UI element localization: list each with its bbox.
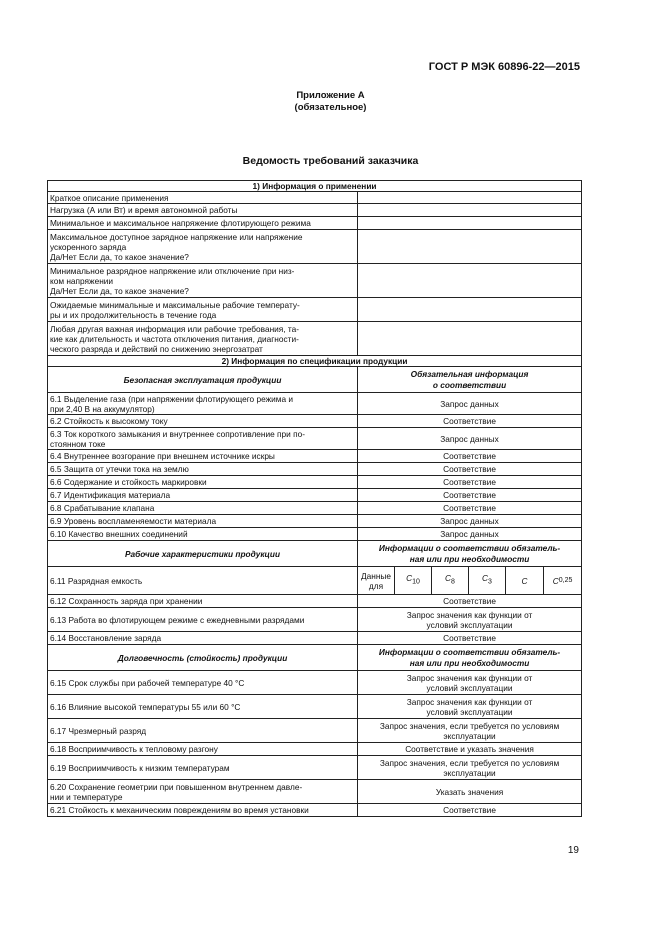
cell-text-line: стоянном токе	[50, 438, 106, 449]
cell-text-line: 6.21 Стойкость к механическим повреждениям во время установки	[50, 805, 309, 815]
cell-text-line: эксплуатации	[443, 767, 496, 778]
requirement-value	[358, 632, 582, 645]
cell-text-line: 6.7 Идентификация материала	[50, 490, 171, 500]
table-row	[48, 322, 582, 356]
cell-text-line: Соответствие	[443, 477, 496, 487]
table-row	[48, 476, 582, 489]
cell-text-line: Запрос данных	[440, 529, 499, 539]
table-row	[48, 393, 582, 415]
application-label	[48, 204, 358, 217]
subsection-header-row	[48, 645, 582, 671]
cell-text-line: Соответствие	[443, 596, 496, 606]
requirement-label	[48, 608, 358, 632]
table-row	[48, 632, 582, 645]
requirement-value	[358, 780, 582, 804]
document-title: Ведомость требований заказчика	[242, 155, 419, 167]
application-value	[358, 192, 582, 204]
durability-head-left: Долговечность (стойкость) продукции	[48, 645, 358, 671]
cell-text-line: ры и их продолжительность в течение года	[50, 309, 217, 320]
cell-text-line: 6.8 Срабатывание клапана	[50, 503, 155, 513]
requirement-value	[358, 393, 582, 415]
page-number: 19	[567, 845, 579, 856]
cell-text-line: нии и температуре	[50, 791, 123, 802]
requirement-label	[48, 671, 358, 695]
durability-head-right	[358, 645, 582, 671]
cell-text-line: ческого разряда и действий по снижению энергозатрат	[50, 343, 263, 354]
cell-text-line: 6.16 Влияние высокой температуры 55 или 60 °С	[50, 701, 241, 712]
capacity-symbol	[469, 567, 506, 595]
cell-text-line: ком напряжении	[50, 275, 114, 286]
symbol-main: C	[521, 575, 528, 586]
requirement-label	[48, 528, 358, 541]
symbol-subscript: 0,25	[558, 576, 573, 584]
cell-text-line: 6.9 Уровень воспламеняемости материала	[50, 516, 217, 526]
table-row	[48, 264, 582, 298]
appendix-status: (обязательное)	[294, 102, 367, 113]
table-row	[48, 528, 582, 541]
table-row	[48, 489, 582, 502]
requirement-value	[358, 608, 582, 632]
requirement-value	[358, 415, 582, 428]
requirement-value	[358, 528, 582, 541]
section-header-row	[48, 181, 582, 192]
table-row	[48, 463, 582, 476]
table-row	[48, 804, 582, 817]
application-label	[48, 264, 358, 298]
requirement-label	[48, 489, 358, 502]
application-value	[358, 217, 582, 230]
cell-text-line: Ожидаемые минимальные и максимальные рабочие температу-	[50, 299, 300, 310]
cell-text-line: Информации о соответствии обязатель-	[378, 646, 561, 657]
application-label	[48, 322, 358, 356]
requirement-label	[48, 743, 358, 756]
cell-text-line: кие как длительность и частота отключения питания, диагности-	[50, 333, 299, 344]
cell-text-line: 6.10 Качество внешних соединений	[50, 529, 188, 539]
cell-text-line: 6.19 Восприимчивость к низким температурам	[50, 762, 230, 773]
symbol-subscript: 3	[488, 578, 492, 586]
capacity-symbol	[395, 567, 432, 595]
cell-text-line: 6.20 Сохранение геометрии при повышенном внутреннем давле-	[50, 781, 303, 792]
cell-text-line: для	[368, 580, 384, 591]
cell-text-line: Краткое описание применения	[50, 192, 169, 203]
cell-text-line: Минимальное и максимальное напряжение флотирующего режима	[50, 218, 311, 228]
performance-head-right	[358, 541, 582, 567]
cell-text-line: 6.3 Ток короткого замыкания и внутреннее сопротивление при по-	[50, 428, 305, 439]
cell-text-line: 6.18 Восприимчивость к тепловому разгону	[50, 744, 218, 754]
capacity-label: 6.11 Разрядная емкость	[48, 567, 358, 595]
requirement-label	[48, 632, 358, 645]
requirement-label	[48, 804, 358, 817]
requirement-value	[358, 595, 582, 608]
cell-text-line: Соответствие	[443, 805, 496, 815]
requirement-value	[358, 804, 582, 817]
cell-text-line: ускоренного заряда	[50, 241, 127, 252]
symbol-main: C	[406, 573, 413, 584]
requirement-label	[48, 756, 358, 780]
requirement-value	[358, 502, 582, 515]
appendix-title: Приложение А	[296, 90, 365, 101]
safety-head-left: Безопасная эксплуатация продукции	[48, 367, 358, 393]
section1-title: 1) Информация о применении	[48, 181, 582, 192]
capacity-symbol-pair	[506, 567, 582, 595]
cell-text-line: 6.12 Сохранность заряда при хранении	[50, 596, 203, 606]
table-row	[48, 298, 582, 322]
cell-text-line: Запрос значения как функции от	[406, 609, 533, 620]
cell-text-line: 6.6 Содержание и стойкость маркировки	[50, 477, 207, 487]
requirement-label	[48, 502, 358, 515]
cell-text-line: Обязательная информация	[410, 368, 529, 379]
application-label	[48, 192, 358, 204]
requirement-label	[48, 415, 358, 428]
cell-text-line: Минимальное разрядное напряжение или отключение при низ-	[50, 265, 295, 276]
requirement-label	[48, 780, 358, 804]
cell-text-line: 6.14 Восстановление заряда	[50, 633, 162, 643]
capacity-symbol-pair-wrap	[506, 567, 581, 594]
cell-text-line: 6.15 Срок службы при рабочей температуре 40 °С	[50, 677, 245, 688]
cell-text-line: Информации о соответствии обязатель-	[378, 542, 561, 553]
cell-text-line: ная или при необходимости	[409, 657, 530, 668]
cell-text-line: условий эксплуатации	[426, 706, 513, 717]
cell-text-line: Запрос данных	[440, 433, 499, 444]
safety-head-right	[358, 367, 582, 393]
application-value	[358, 264, 582, 298]
requirement-value	[358, 671, 582, 695]
cell-text-line: Любая другая важная информация или рабочие требования, та-	[50, 323, 299, 334]
requirement-label	[48, 450, 358, 463]
cell-text-line: Запрос значения как функции от	[406, 696, 533, 707]
table-row	[48, 743, 582, 756]
cell-text-line: 6.17 Чрезмерный разряд	[50, 725, 147, 736]
cell-text-line: ная или при необходимости	[409, 553, 530, 564]
cell-text-line: Соответствие	[443, 416, 496, 426]
cell-text-line: 6.13 Работа во флотирующем режиме с ежедневными разрядами	[50, 614, 305, 625]
capacity-row	[48, 567, 582, 595]
cell-text-line: Максимальное доступное зарядное напряжение или напряжение	[50, 231, 303, 242]
symbol-subscript: 10	[412, 578, 420, 586]
cell-text-line: 6.4 Внутреннее возгорание при внешнем источнике искры	[50, 451, 275, 461]
table-row	[48, 695, 582, 719]
cell-text-line: Соответствие	[443, 490, 496, 500]
cell-text-line: Запрос значения, если требуется по условиям	[379, 720, 560, 731]
cell-text-line: о соответствии	[432, 379, 507, 390]
requirement-label	[48, 719, 358, 743]
symbol-main: C	[482, 573, 489, 584]
subsection-header-row	[48, 367, 582, 393]
requirement-label	[48, 476, 358, 489]
table-row	[48, 415, 582, 428]
table-row	[48, 204, 582, 217]
requirements-table	[47, 180, 582, 817]
application-label	[48, 230, 358, 264]
application-value	[358, 322, 582, 356]
table-row	[48, 217, 582, 230]
cell-text-line: Указать значения	[435, 786, 504, 797]
application-value	[358, 298, 582, 322]
requirement-label	[48, 463, 358, 476]
table-row	[48, 428, 582, 450]
cell-text-line: Нагрузка (А или Вт) и время автономной работы	[50, 205, 238, 215]
requirement-value	[358, 476, 582, 489]
cell-text-line: Соответствие	[443, 633, 496, 643]
requirement-value	[358, 756, 582, 780]
cell-text-line: Да/Нет Если да, то какое значение?	[50, 285, 189, 296]
section2-title: 2) Информация по спецификации продукции	[48, 356, 582, 367]
requirement-label	[48, 515, 358, 528]
table-row	[48, 671, 582, 695]
symbol-subscript: 8	[451, 578, 455, 586]
application-value	[358, 204, 582, 217]
application-value	[358, 230, 582, 264]
table-row	[48, 756, 582, 780]
capacity-data-label	[358, 567, 395, 595]
capacity-symbol	[432, 567, 469, 595]
application-label	[48, 298, 358, 322]
cell-text-line: Запрос значения, если требуется по условиям	[379, 757, 560, 768]
requirement-value	[358, 428, 582, 450]
document-header: ГОСТ Р МЭК 60896-22—2015	[428, 61, 580, 73]
cell-text-line: условий эксплуатации	[426, 619, 513, 630]
requirement-label	[48, 595, 358, 608]
symbol-main: C	[552, 575, 559, 586]
cell-text-line: при 2,40 В на аккумулятор)	[50, 403, 155, 414]
requirement-value	[358, 489, 582, 502]
cell-text-line: 6.2 Стойкость к высокому току	[50, 416, 168, 426]
cell-text-line: условий эксплуатации	[426, 682, 513, 693]
cell-text-line: 6.1 Выделение газа (при напряжении флотирующего режима и	[50, 393, 294, 404]
table-row	[48, 230, 582, 264]
requirement-label	[48, 393, 358, 415]
table-row	[48, 595, 582, 608]
table-row	[48, 780, 582, 804]
requirement-value	[358, 743, 582, 756]
cell-text-line: Соответствие	[443, 503, 496, 513]
cell-text-line: Запрос данных	[440, 516, 499, 526]
symbol-main: C	[445, 573, 452, 584]
cell-text-line: Запрос данных	[440, 398, 499, 409]
table-row	[48, 192, 582, 204]
requirement-value	[358, 450, 582, 463]
subsection-header-row	[48, 541, 582, 567]
table-row	[48, 608, 582, 632]
requirement-value	[358, 695, 582, 719]
requirement-value	[358, 515, 582, 528]
capacity-symbol	[544, 567, 581, 594]
cell-text-line: Запрос значения как функции от	[406, 672, 533, 683]
cell-text-line: Соответствие и указать значения	[405, 744, 534, 754]
capacity-symbol	[506, 567, 544, 594]
application-label	[48, 217, 358, 230]
requirement-value	[358, 463, 582, 476]
requirement-label	[48, 428, 358, 450]
table-row	[48, 515, 582, 528]
section-header-row	[48, 356, 582, 367]
table-row	[48, 450, 582, 463]
table-row	[48, 502, 582, 515]
cell-text-line: Соответствие	[443, 451, 496, 461]
requirement-label	[48, 695, 358, 719]
requirement-value	[358, 719, 582, 743]
cell-text-line: эксплуатации	[443, 730, 496, 741]
table-row	[48, 719, 582, 743]
cell-text-line: 6.5 Защита от утечки тока на землю	[50, 464, 189, 474]
cell-text-line: Соответствие	[443, 464, 496, 474]
appendix-heading	[0, 90, 661, 114]
performance-head-left: Рабочие характеристики продукции	[48, 541, 358, 567]
cell-text-line: Да/Нет Если да, то какое значение?	[50, 251, 189, 262]
cell-text-line: Данные	[361, 570, 391, 581]
